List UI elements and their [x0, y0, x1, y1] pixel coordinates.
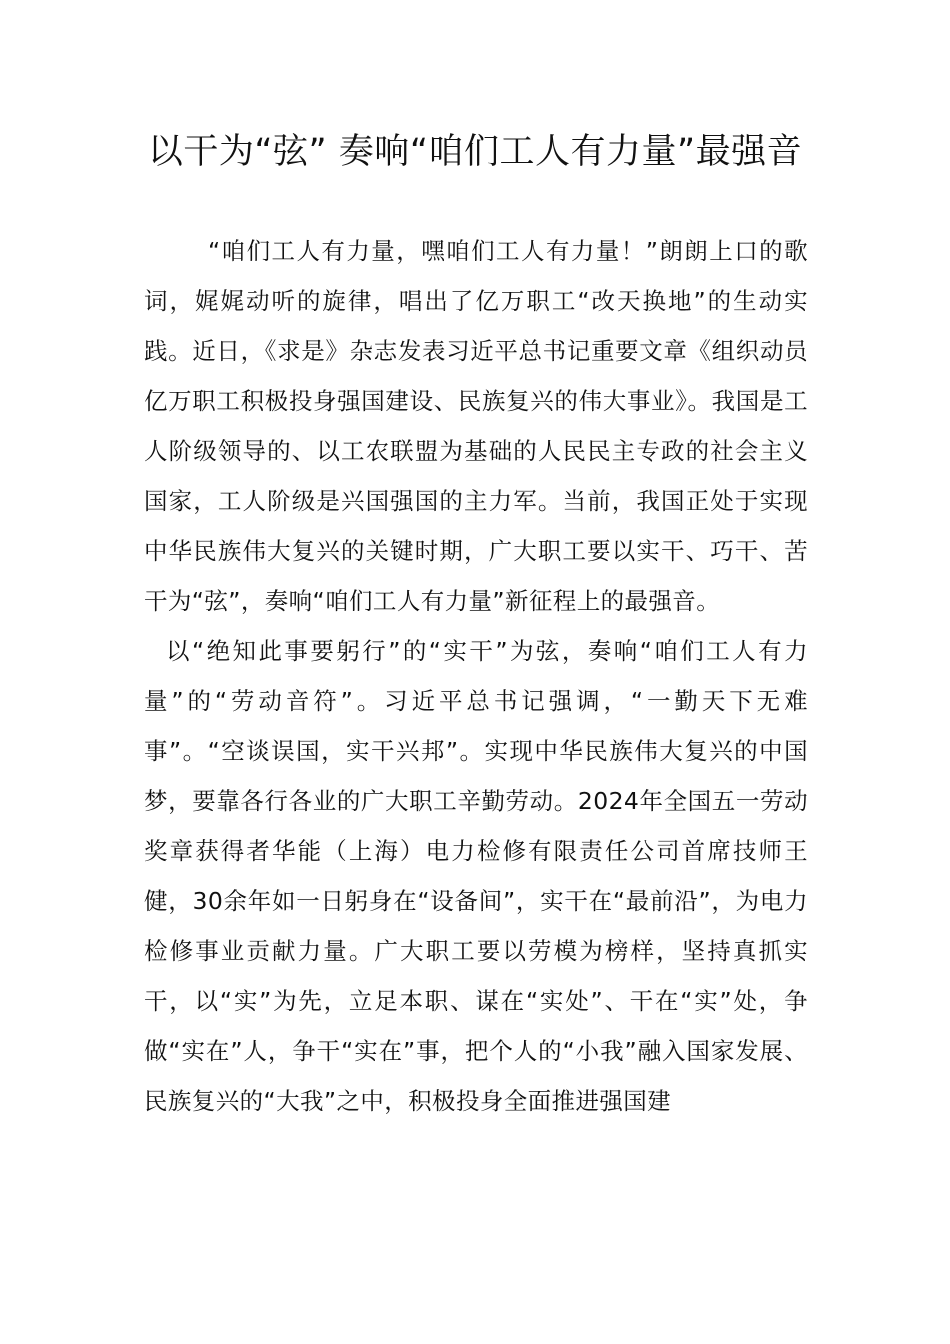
paragraph-intro: “咱们工人有力量，嘿咱们工人有力量！”朗朗上口的歌词，娓娓动听的旋律，唱出了亿万职工“改天换地”的生动实践。近日，《求是》杂志发表习近平总书记重要文章《组织动员亿万职工积极投身强国建设、民族复兴的伟大事业》。我国是工人阶级领导的、以工农联盟为基础的人民民主专政的社会主义国家，工人阶级是兴国强国的主力军。当前，我国正处于实现中华民族伟大复兴的关键时期，广大职工要以实干、巧干、苦干为“弦”，奏响“咱们工人有力量”新征程上的最强音。 — [144, 237, 808, 615]
paragraph-shigan: 以“绝知此事要躬行”的“实干”为弦，奏响“咱们工人有力量”的“劳动音符”。习近平总书记强调，“一勤天下无难事”。“空谈误国，实干兴邦”。实现中华民族伟大复兴的中国梦，要靠各行各业的广大职工辛勤劳动。2024年全国五一劳动奖章获得者华能（上海）电力检修有限责任公司首席技师王健，30余年如一日躬身在“设备间”，实干在“最前沿”，为电力检修事业贡献力量。广大职工要以劳模为榜样，坚持真抓实干，以“实”为先，立足本职、谋在“实处”、干在“实”处，争做“实在”人，争干“实在”事，把个人的“小我”融入国家发展、民族复兴的“大我”之中，积极投身全面推进强国建 — [144, 637, 808, 1115]
document-title: 以干为“弦” 奏响“咱们工人有力量”最强音 — [147, 132, 803, 172]
document-body — [144, 226, 808, 1126]
